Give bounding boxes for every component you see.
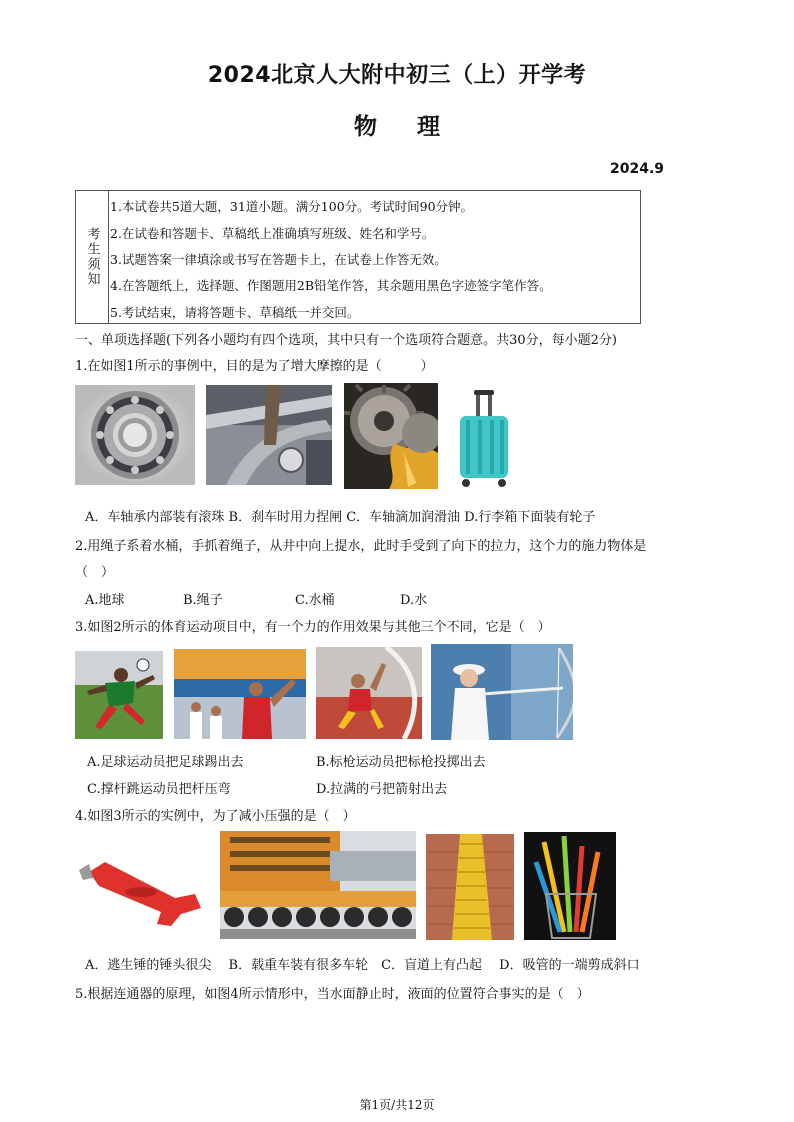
option-c: C.水桶: [295, 593, 335, 608]
question-1-options: A．车轴承内部装有滚珠 B．刹车时用力捏闸 C．车轴滴加润滑油 D.行李箱下面装有轮子: [85, 510, 596, 525]
option-c: C.撑杆跳运动员把杆压弯: [87, 782, 231, 797]
option-b: B.绳子: [183, 593, 223, 608]
exam-date: 2024.9: [610, 161, 665, 177]
question-2-stem: 2.用绳子系着水桶，手抓着绳子，从井中向上提水，此时手受到了向下的拉力，这个力的施力物体是: [75, 539, 647, 554]
notice-box: [75, 190, 641, 324]
bearing-icon: [75, 385, 195, 485]
heavy-truck-image: [220, 831, 416, 939]
football-image: [75, 651, 163, 739]
gear-icon: [344, 383, 438, 489]
notice-item: 2.在试卷和答题卡、草稿纸上准确填写班级、姓名和学号。: [110, 225, 435, 241]
javelin-image: [174, 649, 306, 739]
notice-items: [110, 191, 640, 327]
truck-icon: [220, 831, 416, 939]
suitcase-icon: [452, 388, 514, 492]
straws-icon: [524, 832, 616, 940]
option-d: D.水: [400, 593, 428, 608]
javelin-thrower-icon: [174, 649, 306, 739]
page-footer: 第1页/共12页: [359, 1098, 435, 1112]
option-a: A.地球: [85, 593, 125, 608]
escape-hammer-icon: [75, 834, 205, 934]
brake-lever-icon: [206, 385, 332, 485]
brake-image: [206, 385, 332, 485]
gear-oil-image: [344, 383, 438, 489]
question-4-options: A．逃生锤的锤头很尖 B．载重车装有很多车轮 C．盲道上有凸起 D．吸管的一端剪成斜口: [85, 958, 640, 973]
question-2-stem-cont: （ ）: [75, 565, 115, 580]
subject-title: 物理: [354, 114, 480, 140]
tactile-paving-icon: [426, 834, 514, 940]
question-3-stem: 3.如图2所示的体育运动项目中，有一个力的作用效果与其他三个不同，它是（ ）: [75, 620, 551, 635]
section-heading: 一、单项选择题(下列各小题均有四个选项，其中只有一个选项符合题意。共30分，每小题2分): [75, 333, 617, 348]
football-player-icon: [75, 651, 163, 739]
pole-vault-image: [316, 647, 422, 739]
bearing-image: [75, 385, 195, 485]
exam-title: 2024北京人大附中初三（上）开学考: [207, 63, 587, 88]
question-4-stem: 4.如图3所示的实例中，为了减小压强的是（ ）: [75, 809, 356, 824]
tactile-paving-image: [426, 834, 514, 940]
straws-image: [524, 832, 616, 940]
option-d: D.拉满的弓把箭射出去: [316, 782, 448, 797]
escape-hammer-image: [75, 834, 205, 934]
question-1-stem: 1.在如图1所示的事例中，目的是为了增大摩擦的是（ ）: [75, 359, 434, 374]
notice-item: 1.本试卷共5道大题，31道小题。满分100分。考试时间90分钟。: [110, 199, 474, 215]
notice-item: 4.在答题纸上，选择题、作图题用2B铅笔作答，其余题用黑色字迹签字笔作答。: [110, 278, 552, 294]
option-a: A.足球运动员把足球踢出去: [87, 755, 244, 770]
notice-item: 5.考试结束，请将答题卡、草稿纸一并交回。: [110, 304, 360, 320]
notice-label: 考生须知: [84, 227, 100, 287]
suitcase-image: [452, 388, 514, 492]
notice-label-cell: [76, 191, 109, 323]
notice-item: 3.试题答案一律填涂或书写在答题卡上，在试卷上作答无效。: [110, 251, 447, 267]
archer-icon: [431, 644, 573, 740]
archery-image: [431, 644, 573, 740]
pole-vault-icon: [316, 647, 422, 739]
option-b: B.标枪运动员把标枪投掷出去: [316, 755, 486, 770]
question-5-stem: 5.根据连通器的原理，如图4所示情形中，当水面静止时，液面的位置符合事实的是（ ）: [75, 987, 590, 1002]
